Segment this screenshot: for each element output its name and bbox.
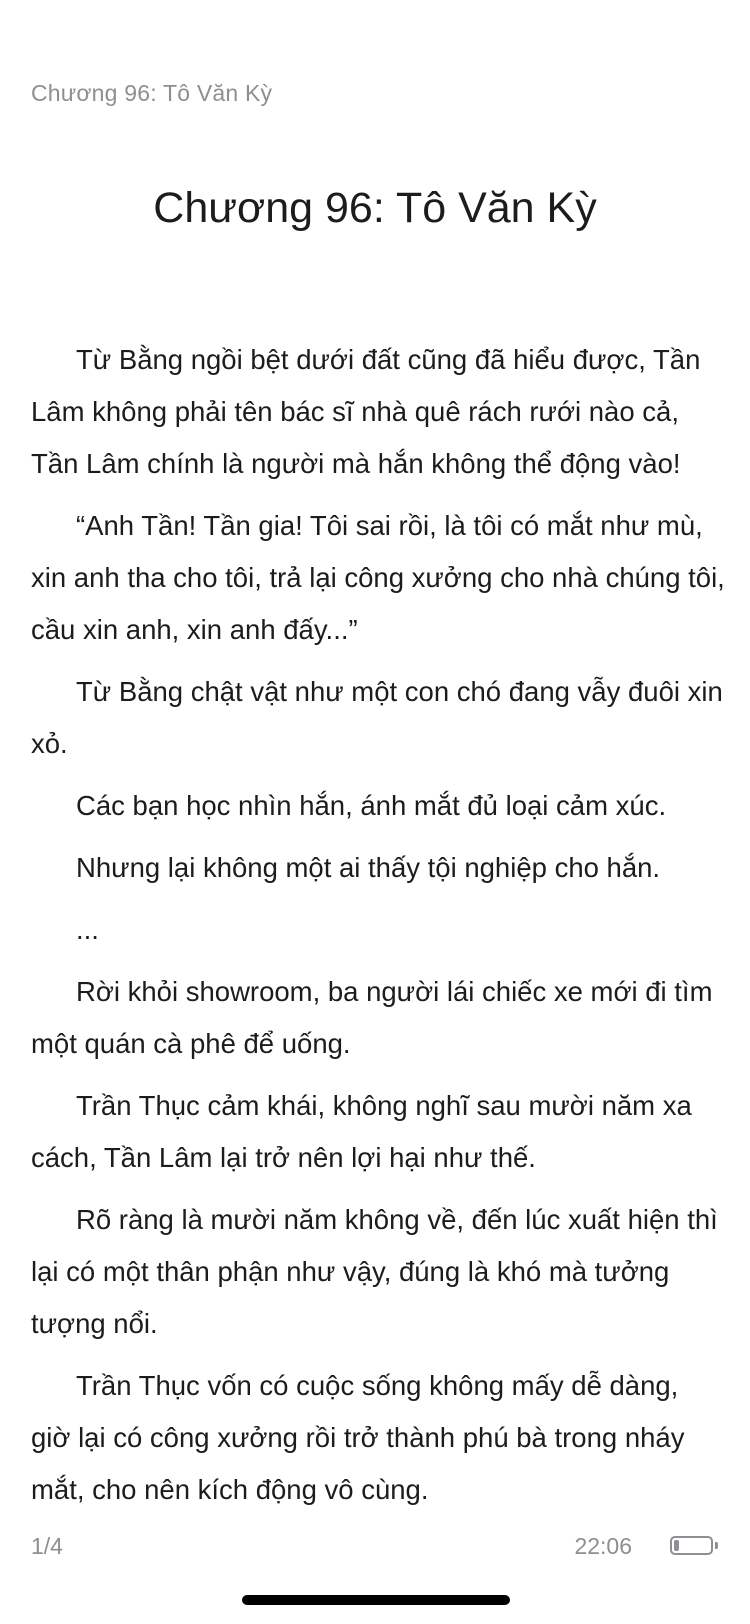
battery-level-fill [674, 1540, 679, 1551]
page-indicator: 1/4 [31, 1533, 63, 1559]
paragraph: ... [76, 914, 99, 945]
home-indicator[interactable] [242, 1595, 510, 1605]
clock-time: 22:06 [574, 1533, 632, 1559]
paragraph: Nhưng lại không một ai thấy tội nghiệp cho hắn. [76, 852, 661, 883]
reader-header-title: Chương 96: Tô Văn Kỳ [31, 80, 273, 106]
battery-cap [715, 1542, 718, 1549]
paragraph: Các bạn học nhìn hắn, ánh mắt đủ loại cảm xúc. [76, 790, 667, 821]
battery-icon [670, 1536, 713, 1555]
paragraph: Từ Bằng chật vật như một con chó đang vẫy đuôi xin xỏ. [31, 676, 723, 759]
paragraph: Rời khỏi showroom, ba người lái chiếc xe mới đi tìm một quán cà phê để uống. [31, 976, 713, 1059]
paragraph: “Anh Tần! Tần gia! Tôi sai rồi, là tôi có mắt như mù, xin anh tha cho tôi, trả lại công xưởng cho nhà chúng tôi, cầu xin anh, xin anh đấy...” [31, 510, 725, 645]
paragraph: Trần Thục vốn có cuộc sống không mấy dễ dàng, giờ lại có công xưởng rồi trở thành phú bà trong nháy mắt, cho nên kích động vô cùng. [31, 1370, 685, 1505]
paragraph: Rõ ràng là mười năm không về, đến lúc xuất hiện thì lại có một thân phận như vậy, đúng là khó mà tưởng tượng nổi. [31, 1204, 718, 1339]
chapter-content[interactable] [31, 334, 725, 1526]
paragraph: Từ Bằng ngồi bệt dưới đất cũng đã hiểu được, Tần Lâm không phải tên bác sĩ nhà quê rách rưới nào cả, Tần Lâm chính là người mà hắn không thể động vào! [31, 344, 701, 479]
chapter-title: Chương 96: Tô Văn Kỳ [153, 184, 597, 232]
paragraph: Trần Thục cảm khái, không nghĩ sau mười năm xa cách, Tần Lâm lại trở nên lợi hại như thế. [31, 1090, 692, 1173]
